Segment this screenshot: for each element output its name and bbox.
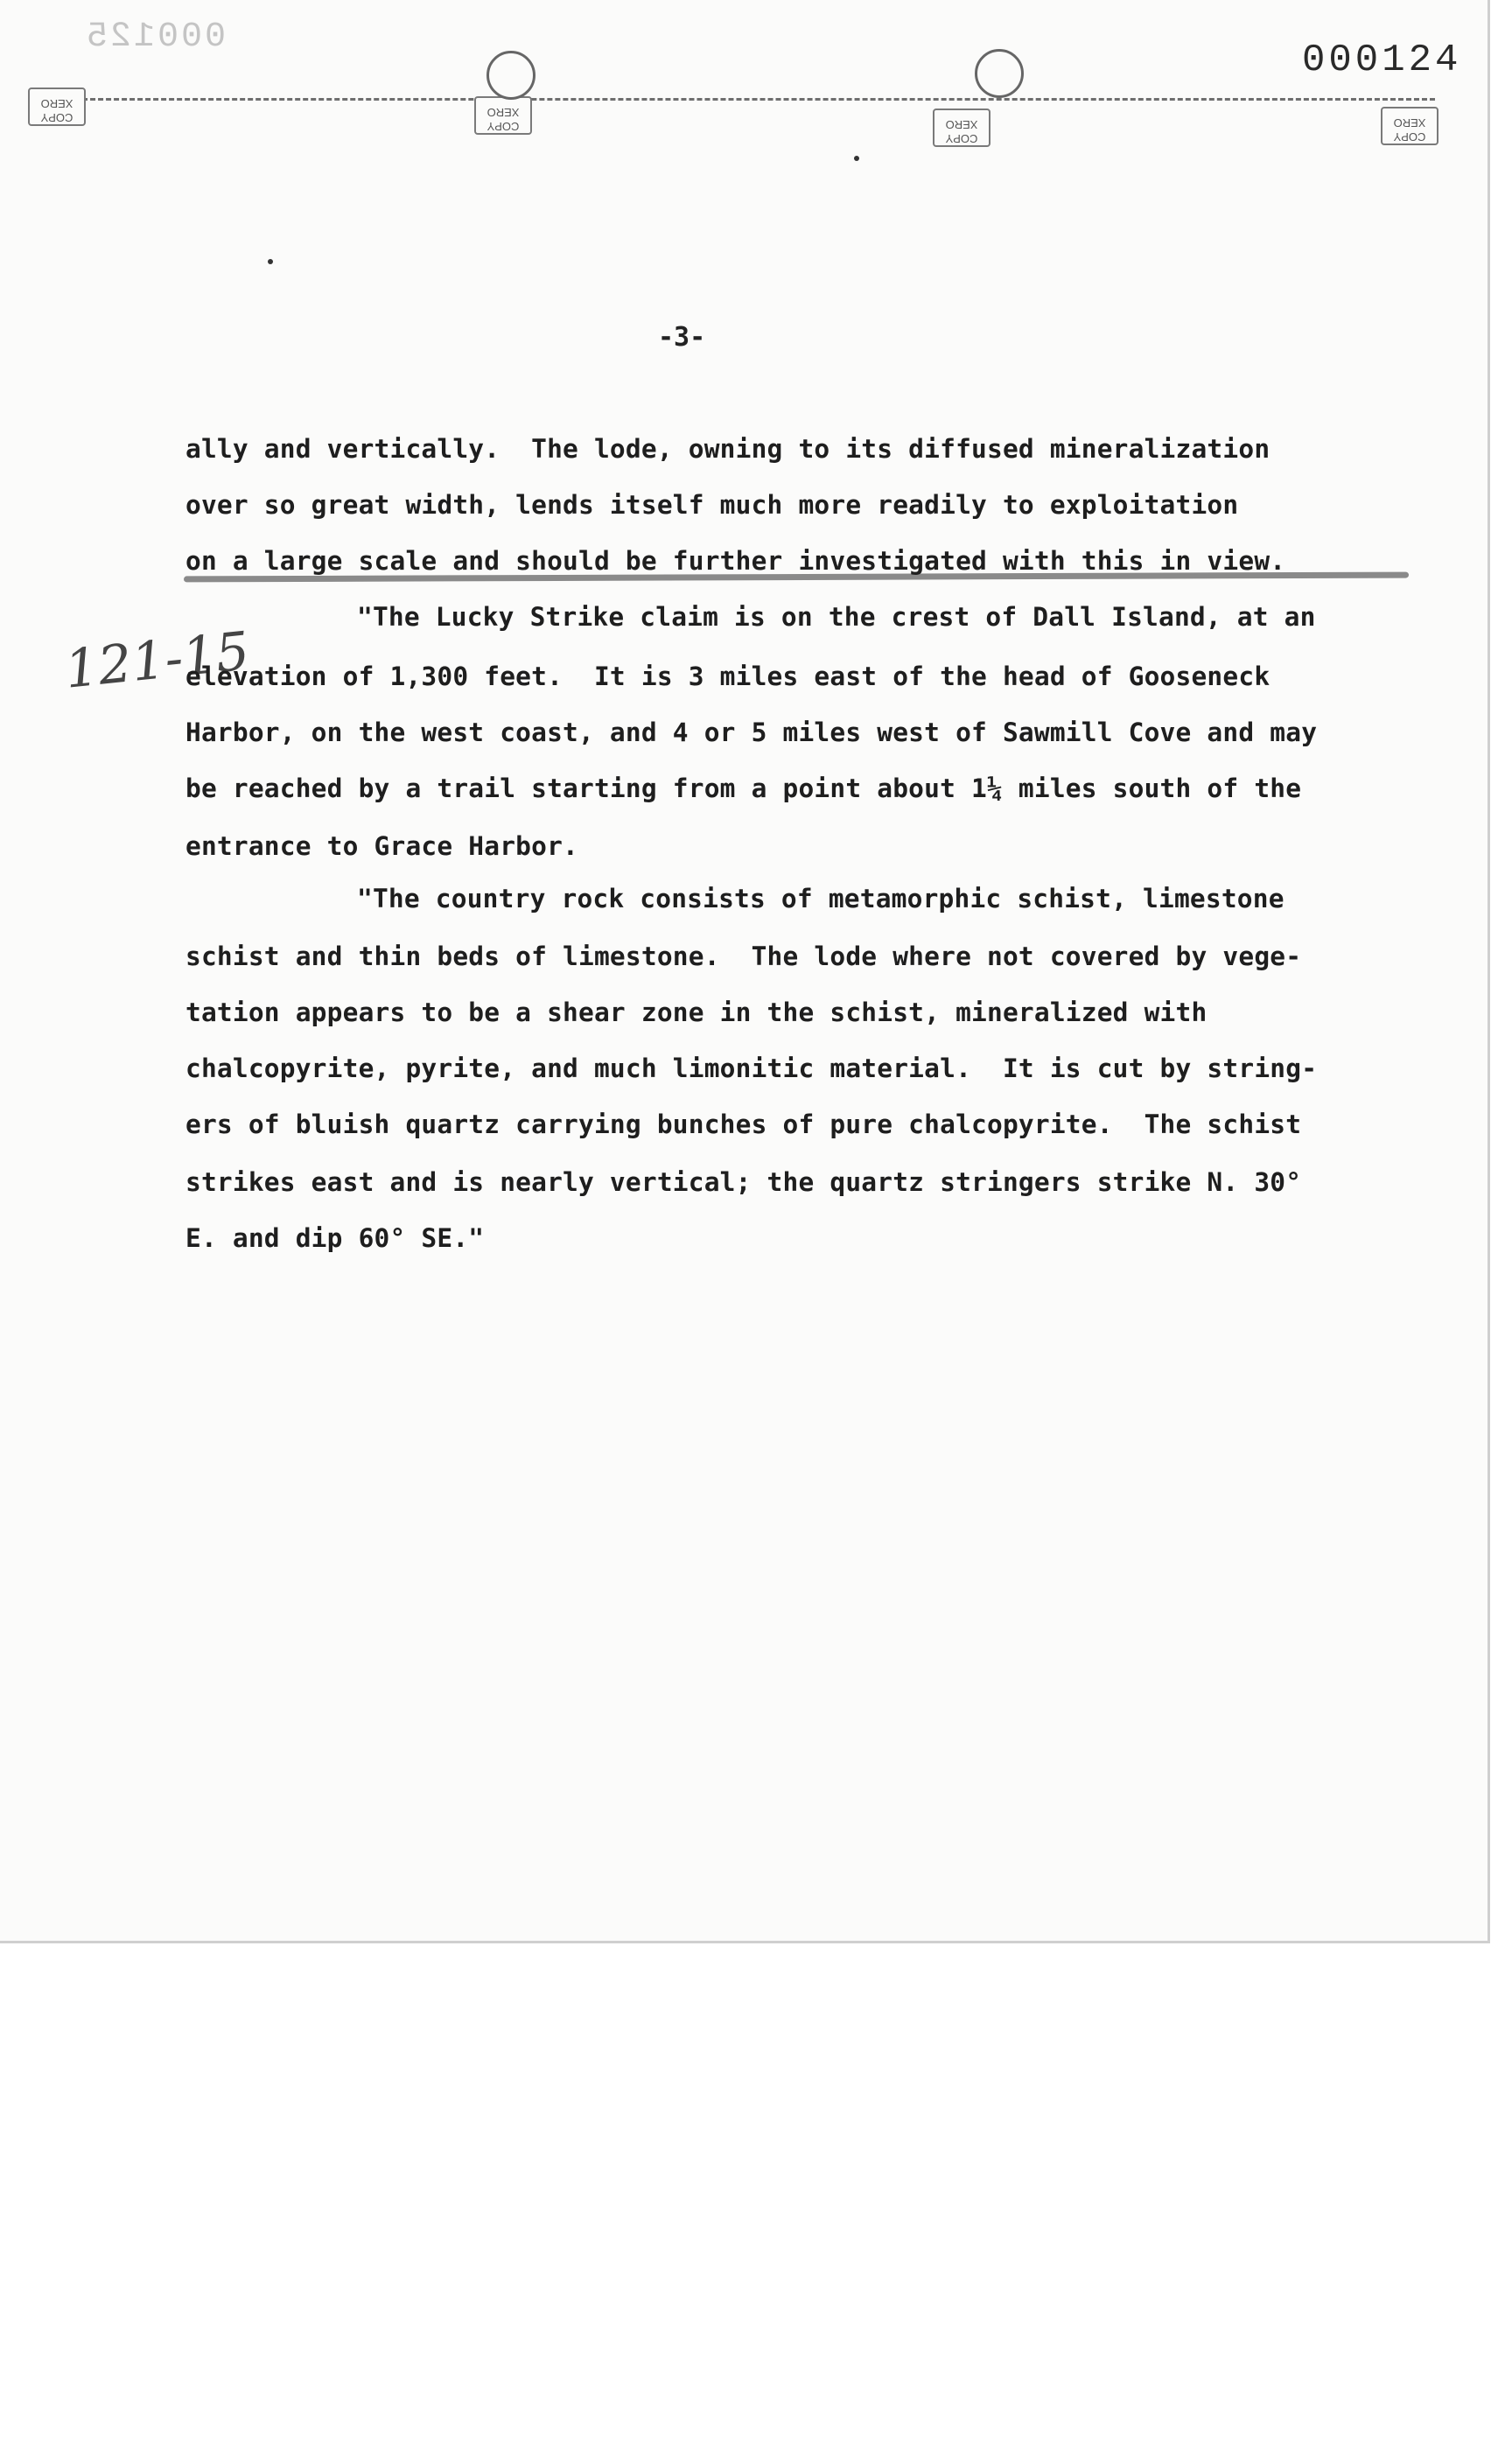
text-line: ers of bluish quartz carrying bunches of pure chalcopyrite. The schist xyxy=(186,1110,1302,1139)
punch-hole-icon xyxy=(486,51,536,100)
speck xyxy=(854,156,859,161)
text-line: be reached by a trail starting from a point about 1¼ miles south of the xyxy=(186,774,1302,803)
text-line: "The Lucky Strike claim is on the crest of Dall Island, at an xyxy=(357,602,1316,632)
text-line: over so great width, lends itself much more readily to exploitation xyxy=(186,490,1239,520)
text-line: on a large scale and should be further investigated with this in view. xyxy=(186,546,1286,576)
speck xyxy=(268,259,273,264)
text-line: "The country rock consists of metamorphic schist, limestone xyxy=(357,884,1284,914)
bleed-through-number: 000125 xyxy=(84,18,227,57)
xerox-stamp: COPY XERO xyxy=(933,108,990,147)
punch-hole-icon xyxy=(975,49,1024,98)
text-line: ally and vertically. The lode, owning to its diffused mineralization xyxy=(186,434,1270,464)
text-line: tation appears to be a shear zone in the schist, mineralized with xyxy=(186,998,1208,1027)
xerox-stamp: COPY XERO xyxy=(1381,107,1438,145)
document-number: 000124 xyxy=(1302,38,1462,82)
text-line: elevation of 1,300 feet. It is 3 miles east of the head of Gooseneck xyxy=(186,662,1270,691)
handwritten-margin-note: 121-15 xyxy=(61,620,253,701)
text-line: chalcopyrite, pyrite, and much limonitic material. It is cut by string- xyxy=(186,1054,1318,1083)
xerox-stamp: COPY XERO xyxy=(474,96,532,135)
text-line: strikes east and is nearly vertical; the quartz stringers strike N. 30° xyxy=(186,1167,1302,1197)
text-line: schist and thin beds of limestone. The lode where not covered by vege- xyxy=(186,942,1302,971)
header-rule xyxy=(35,98,1435,101)
text-line: entrance to Grace Harbor. xyxy=(186,831,579,861)
xerox-stamp: COPY XERO xyxy=(28,88,86,126)
page-number: -3- xyxy=(658,322,706,353)
text-line: Harbor, on the west coast, and 4 or 5 miles west of Sawmill Cove and may xyxy=(186,718,1318,747)
text-line: E. and dip 60° SE." xyxy=(186,1223,485,1253)
